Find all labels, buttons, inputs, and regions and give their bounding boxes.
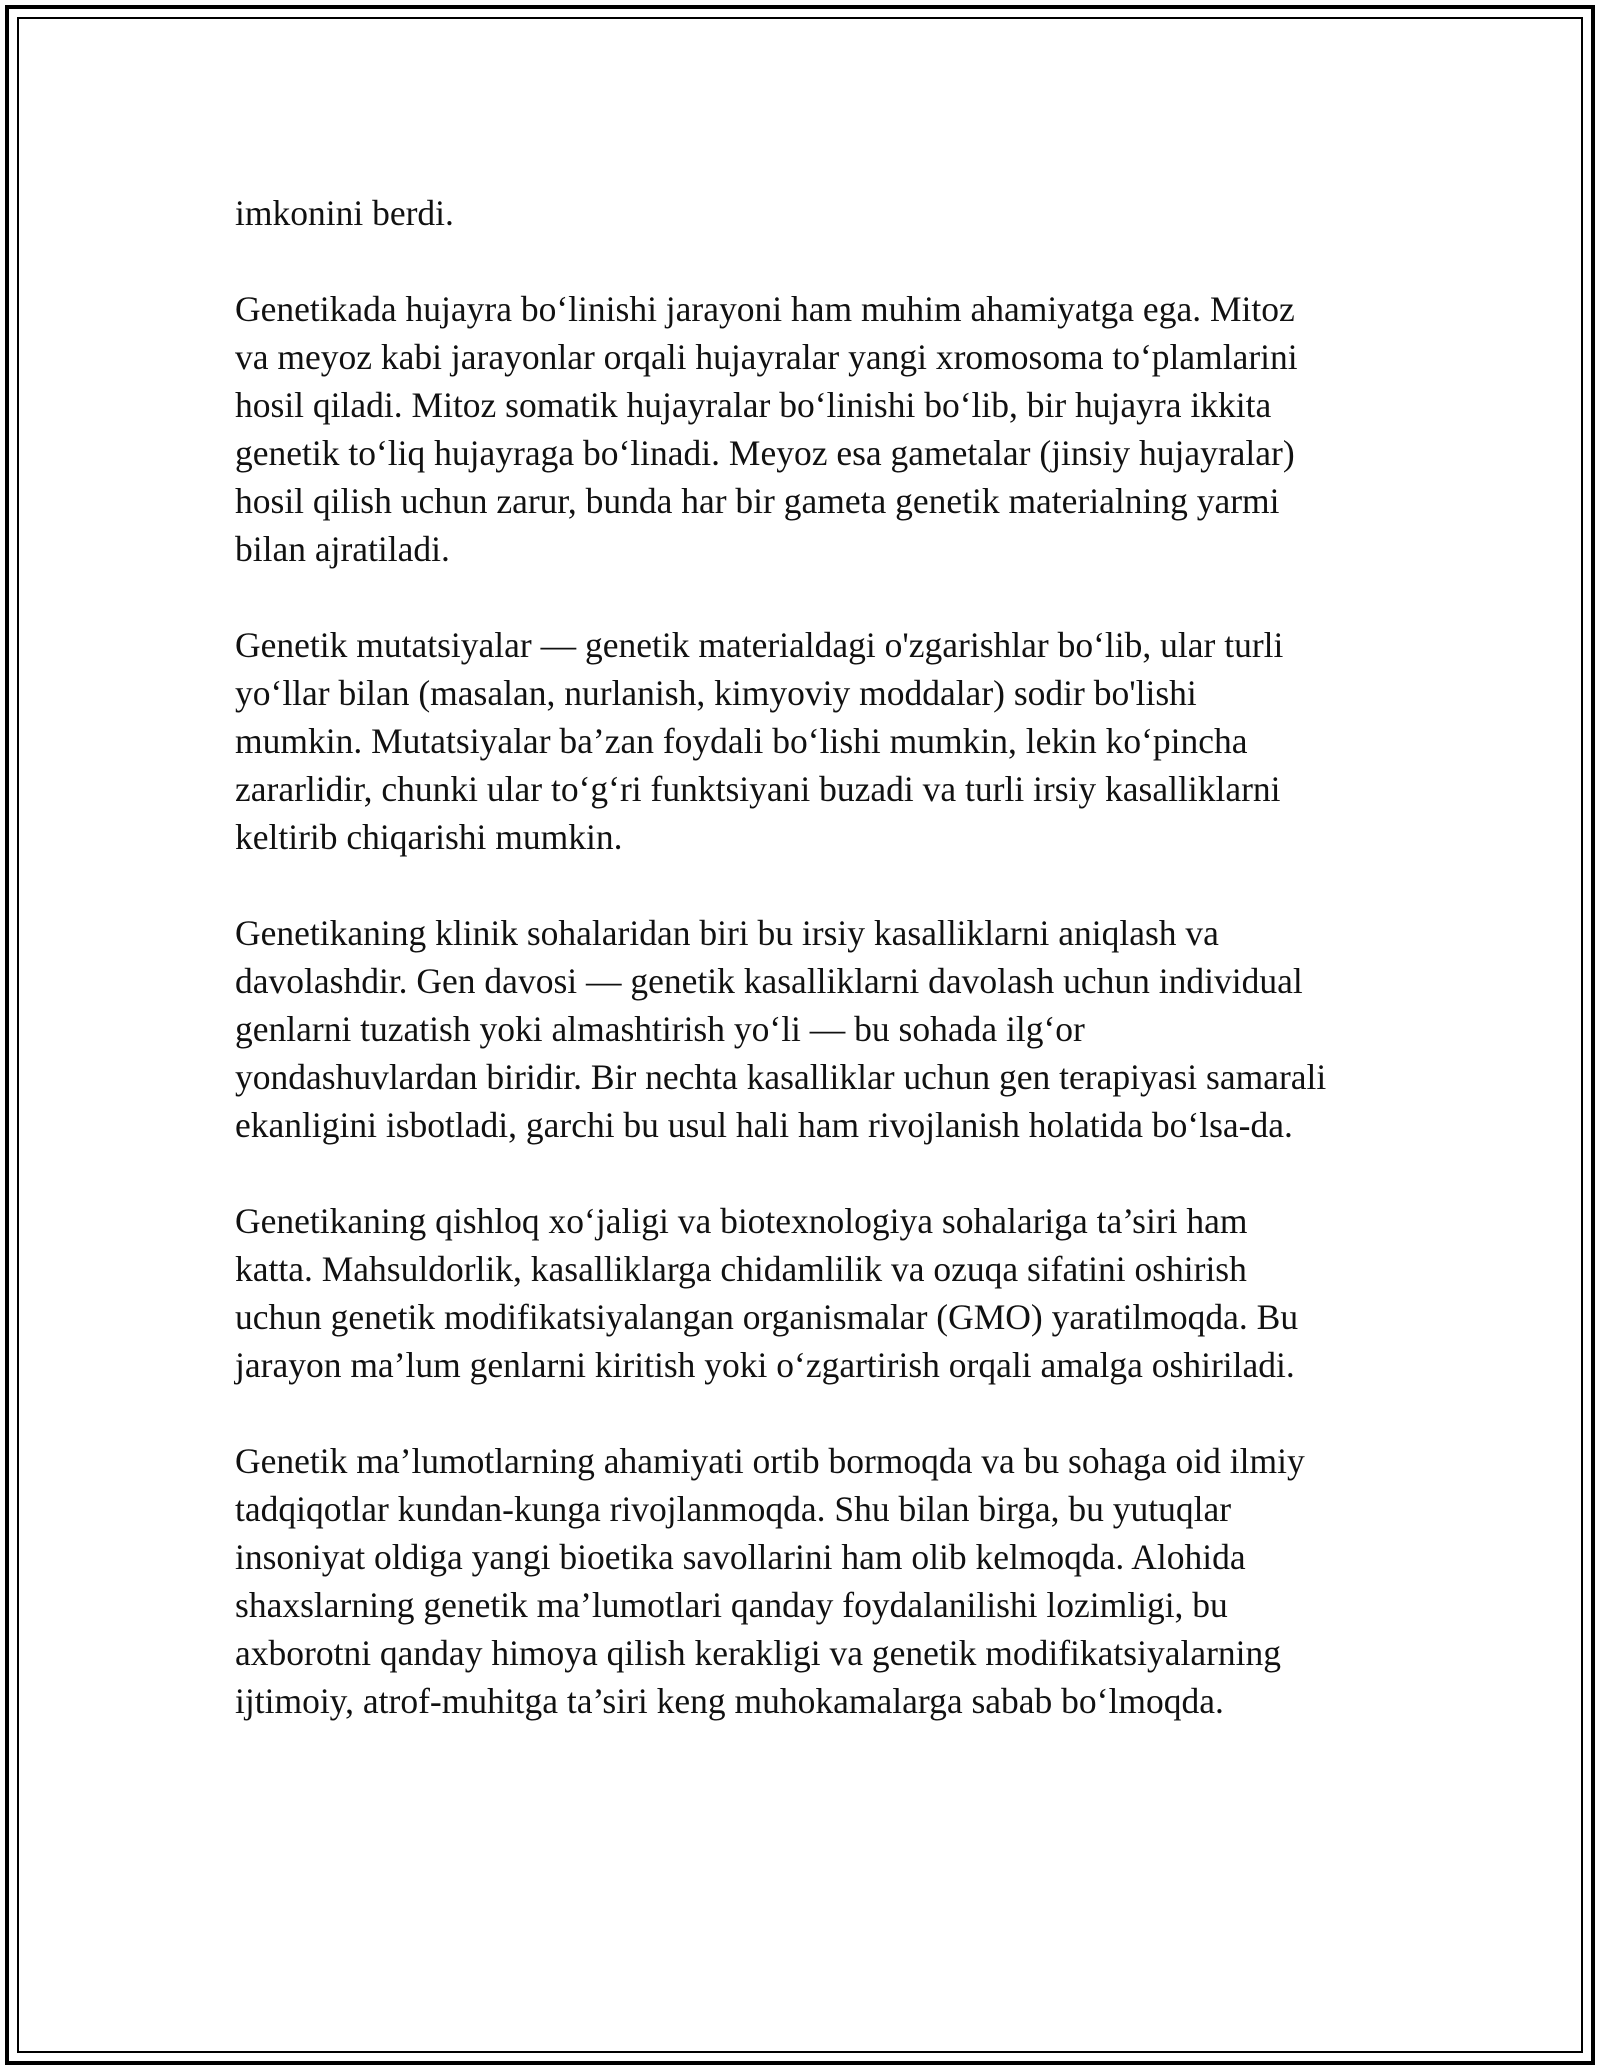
paragraph-cell-division: Genetikada hujayra bo‘linishi jarayoni ham muhim ahamiyatga ega. Mitoz va meyoz kabi jarayonlar orqali hujayralar yangi xromosoma to‘plamlarini hosil qiladi. Mitoz somatik hujayralar bo‘linishi bo‘lib, bir hujayra ikkita genetik to‘liq hujayraga bo‘linadi. Meyoz esa gametalar (jinsiy hujayralar) hosil qilish uchun zarur, bunda har bir gameta genetik materialning yarmi bilan ajratiladi. bbox=[235, 289, 1298, 569]
paragraph-gene-therapy: Genetikaning klinik sohalaridan biri bu irsiy kasalliklarni aniqlash va davolashdir. Gen davosi — genetik kasalliklarni davolash uchun individual genlarni tuzatish yoki almashtirish yo‘li — bu sohada ilg‘or yondashuvlardan biridir. Bir nechta kasalliklar uchun gen terapiyasi samarali ekanligini isbotladi, garchi bu usul hali ham rivojlanish holatida bo‘lsa-da. bbox=[235, 913, 1327, 1145]
paragraph-agriculture-gmo: Genetikaning qishloq xo‘jaligi va biotexnologiya sohalariga ta’siri ham katta. Mahsuldorlik, kasalliklarga chidamlilik va ozuqa sifatini oshirish uchun genetik modifikatsiyalangan organismalar (GMO) yaratilmoqda. Bu jarayon ma’lum genlarni kiritish yoki o‘zgartirish orqali amalga oshiriladi. bbox=[235, 1201, 1299, 1385]
document-body bbox=[235, 189, 1395, 1773]
paragraph-continuation: imkonini berdi. bbox=[235, 193, 454, 233]
paragraph-bioethics: Genetik ma’lumotlarning ahamiyati ortib bormoqda va bu sohaga oid ilmiy tadqiqotlar kundan-kunga rivojlanmoqda. Shu bilan birga, bu yutuqlar insoniyat oldiga yangi bioetika savollarini ham olib kelmoqda. Alohida shaxslarning genetik ma’lumotlari qanday foydalanilishi lozimligi, bu axborotni qanday himoya qilish kerakligi va genetik modifikatsiyalarning ijtimoiy, atrof-muhitga ta’siri keng muhokamalarga sabab bo‘lmoqda. bbox=[235, 1441, 1305, 1721]
paragraph-mutations: Genetik mutatsiyalar — genetik materialdagi o'zgarishlar bo‘lib, ular turli yo‘llar bilan (masalan, nurlanish, kimyoviy moddalar) sodir bo'lishi mumkin. Mutatsiyalar ba’zan foydali bo‘lishi mumkin, lekin ko‘pincha zararlidir, chunki ular to‘g‘ri funktsiyani buzadi va turli irsiy kasalliklarni keltirib chiqarishi mumkin. bbox=[235, 625, 1284, 857]
